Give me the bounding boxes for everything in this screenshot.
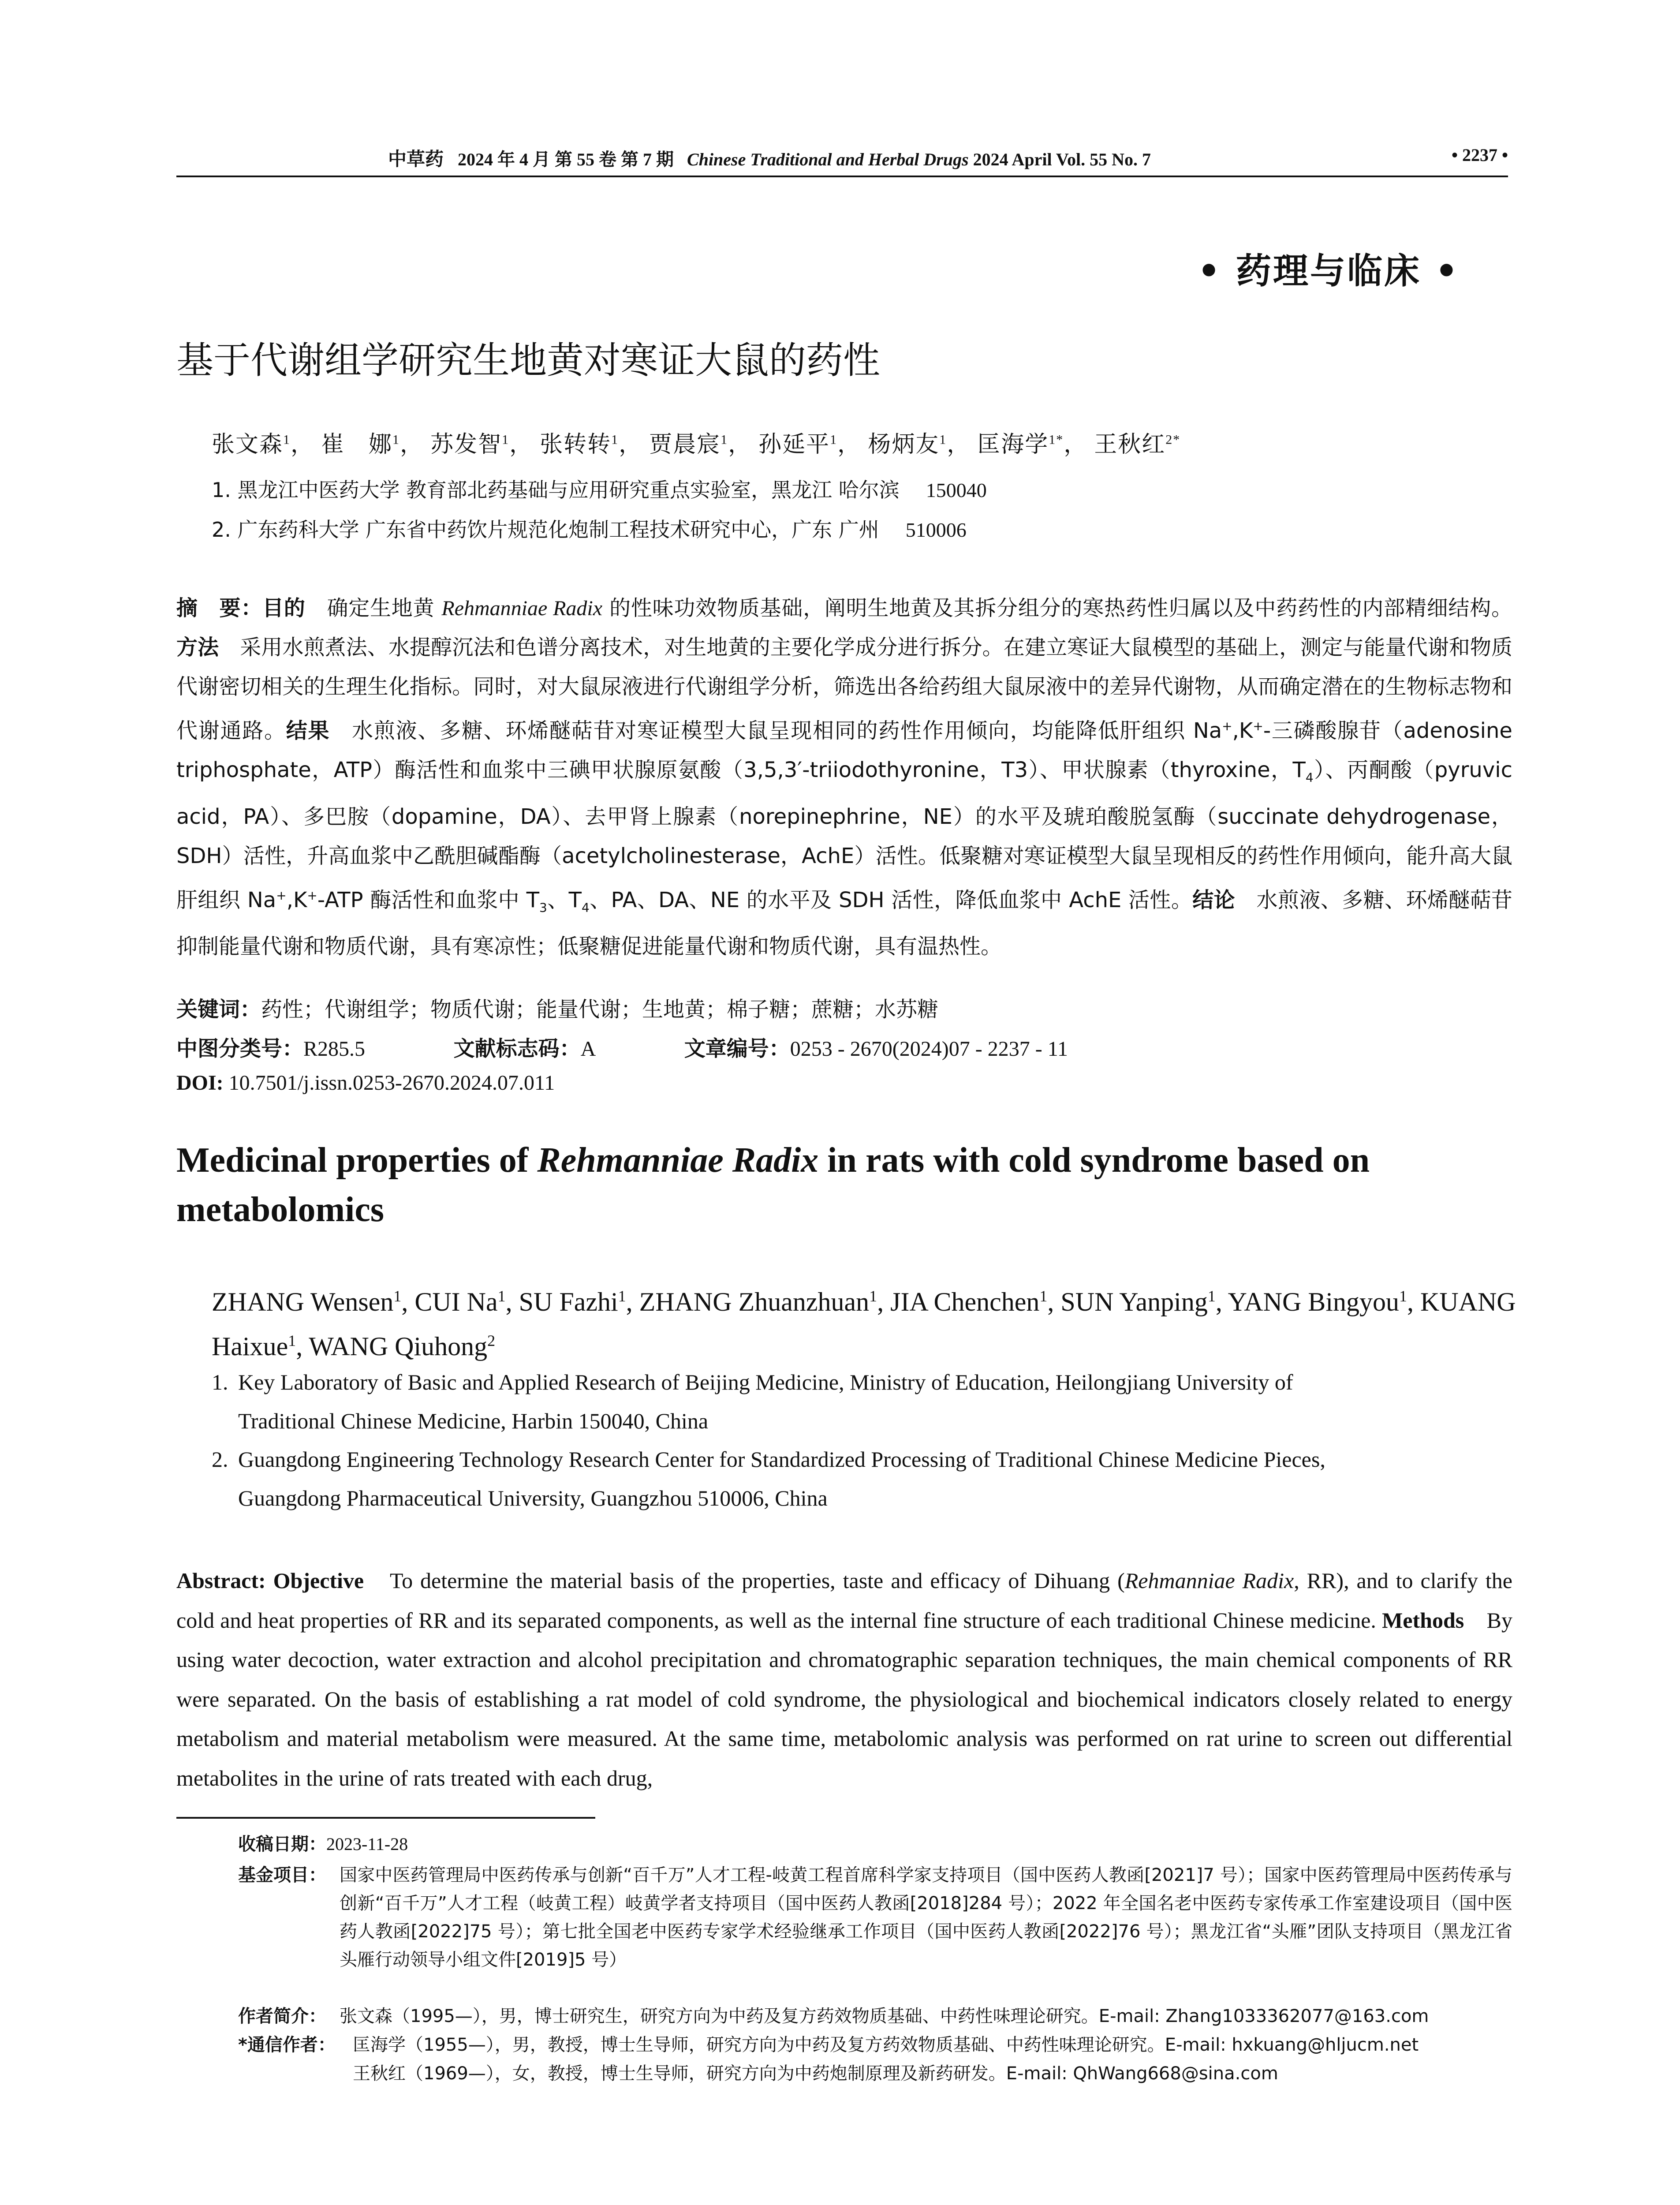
author-cn: 匡海学$^{1*}$， [977,432,1088,457]
doi-line: DOI: 10.7501/j.issn.0253-2670.2024.07.011 [176,1071,555,1095]
authors-en [212,1277,1517,1366]
footnote-author-label: 作者简介： [238,2006,326,2026]
article-title-en: Medicinal properties of Rehmanniae Radix in rats with cold syndrome based on metabolomics [176,1141,1370,1229]
affiliation-en-2: 2. Guangdong Engineering Technology Research Center for Standardized Processing of Traditional Chinese Medicine Pieces, Guangdong Pharmaceutical University, Guangzhou 510006, China [212,1447,1325,1510]
author-en: SUN Yanping$^1$, [1060,1287,1228,1316]
footnote-rule [176,1817,595,1819]
author-en: ZHANG Wensen$^1$, [212,1287,415,1316]
affiliation-en-1: 1. Key Laboratory of Basic and Applied Research of Beijing Medicine, Ministry of Education, Heilongjiang University of Traditional Chinese Medicine, Harbin 150040, China [212,1370,1293,1433]
author-cn: 贾晨宸$^1$， [649,432,752,457]
journal-name-cn: 中草药 [388,148,444,170]
classification-line: 中图分类号：R285.5 文献标志码：A 文章编号：0253 - 2670(2024)07 - 2237 - 11 [176,1036,1068,1061]
author-cn: 王秋红$^{2*}$ [1094,432,1181,457]
author-en: KUANG Haixue$^1$, [212,1287,1516,1361]
author-cn: 苏发智$^1$， [430,432,534,457]
author-cn: 张转转$^1$， [540,432,643,457]
author-en: YANG Bingyou$^1$, [1228,1287,1420,1316]
affiliation-cn-1: 1. 黑龙江中医药大学 教育部北药基础与应用研究重点实验室，黑龙江 哈尔滨 150040 [212,478,987,502]
article-title-cn: 基于代谢组学研究生地黄对寒证大鼠的药性 [176,339,881,382]
header-rule [176,176,1508,177]
author-cn: 杨炳友$^1$， [868,432,971,457]
footnote-fund: 国家中医药管理局中医药传承与创新“百千万”人才工程-岐黄工程首席科学家支持项目（国中医药人教函[2021]7 号）；国家中医药管理局中医药传承与创新“百千万”人才工程（岐黄工程）岐黄学者支持项目（国中医药人教函[2018]284 号）；2022 年全国名老中医药专家传承工作室建设项目（国中医药人教函[2022]75 号）；第七批全国老中医药专家学术经验继承工作项目（国中医药人教函[2022]76 号）；黑龙江省“头雁”团队支持项目（黑龙江省头雁行动领导小组文件[2019]5 号） [340,1865,1512,1970]
abstract-cn: 摘 要：目的 确定生地黄 Rehmanniae Radix 的性味功效物质基础，阐明生地黄及其拆分组分的寒热药性归属以及中药药性的内部精细结构。方法 采用水煎煮法、水提醇沉法和色谱分离技术，对生地黄的主要化学成分进行拆分。在建立寒证大鼠模型的基础上，测定与能量代谢和物质代谢密切相关的生理生化指标。同时，对大鼠尿液进行代谢组学分析，筛选出各给药组大鼠尿液中的差异代谢物，从而确定潜在的生物标志物和代谢通路。结果 水煎液、多糖、环烯醚萜苷对寒证模型大鼠呈现相同的药性作用倾向，均能降低肝组织 Na+,K+-三磷酸腺苷（adenosine triphosphate，ATP）酶活性和血浆中三碘甲状腺原氨酸（3,5,3′-triiodothyronine，T3）、甲状腺素（thyroxine，$T_4$）、丙酮酸（pyruvic acid，PA）、多巴胺（dopamine，DA）、去甲肾上腺素（norepinephrine，NE）的水平及琥珀酸脱氢酶（succinate dehydrogenase，SDH）活性，升高血浆中乙酰胆碱酯酶（acetylcholinesterase，AchE）活性。低聚糖对寒证模型大鼠呈现相反的药性作用倾向，能升高大鼠肝组织 Na+,K+-ATP 酶活性和血浆中 $T_3$、$T_4$、PA、DA、NE 的水平及 SDH 活性，降低血浆中 AchE 活性。结论 水煎液、多糖、环烯醚萜苷抑制能量代谢和物质代谢，具有寒凉性；低聚糖促进能量代谢和物质代谢，具有温热性。 [176,596,1512,959]
footnote-received: 收稿日期：2023-11-28 [238,1834,408,1854]
keywords: 关键词：药性；代谢组学；物质代谢；能量代谢；生地黄；棉子糖；蔗糖；水苏糖 [176,997,939,1022]
section-tag: • 药理与临床 • [1198,250,1460,292]
author-en: SU Fazhi$^1$, [519,1287,639,1316]
footnote-author: 张文森（1995—），男，博士研究生，研究方向为中药及复方药效物质基础、中药性味理论研究。E-mail: Zhang1033362077@163.com [340,2006,1429,2026]
abstract-en: Abstract: Objective To determine the material basis of the properties, taste and efficacy of Dihuang (Rehmanniae Radix, RR), and to clarify the cold and heat properties of RR and its separated components, as well as the internal fine structure of each traditional Chinese medicine. Methods By using water decoction, water extraction and alcohol precipitation and chromatographic separation techniques, the main chemical components of RR were separated. On the basis of establishing a rat model of cold syndrome, the physiological and biochemical indicators closely related to energy metabolism and material metabolism were measured. At the same time, metabolomic analysis was performed on rat urine to screen out differential metabolites in the urine of rats treated with each drug, [176,1568,1512,1790]
issue-en: 2024 April Vol. 55 No. 7 [973,149,1151,169]
header-citation [388,145,1151,171]
footnote-corr-1: 匡海学（1955—），男，教授，博士生导师，研究方向为中药及复方药效物质基础、中药性味理论研究。E-mail: hxkuang@hljucm.net [353,2035,1419,2055]
issue-cn: 2024 年 4 月 第 55 卷 第 7 期 [458,149,674,169]
journal-name-en: Chinese Traditional and Herbal Drugs [687,149,969,169]
author-cn: 孙延平$^1$， [758,432,862,457]
doi-value: 10.7501/j.issn.0253-2670.2024.07.011 [228,1071,555,1095]
author-cn: 崔 娜$^1$， [321,432,424,457]
authors-cn [212,426,1180,459]
author-en: CUI Na$^1$, [414,1287,519,1316]
footnote-corr-label: *通信作者： [238,2035,336,2055]
affiliation-cn-2: 2. 广东药科大学 广东省中药饮片规范化炮制工程技术研究中心，广东 广州 510006 [212,518,967,542]
author-cn: 张文森$^1$， [212,432,315,457]
author-en: WANG Qiuhong$^2$ [309,1332,496,1361]
author-en: JIA Chenchen$^1$, [890,1287,1061,1316]
running-header [176,141,1508,173]
page-number: • 2237 • [1451,145,1508,165]
author-en: ZHANG Zhuanzhuan$^1$, [639,1287,891,1316]
footnote-corr-2: 王秋红（1969—），女，教授，博士生导师，研究方向为中药炮制原理及新药研发。E-mail: QhWang668@sina.com [353,2063,1278,2084]
footnote-fund-label: 基金项目： [238,1865,326,1885]
